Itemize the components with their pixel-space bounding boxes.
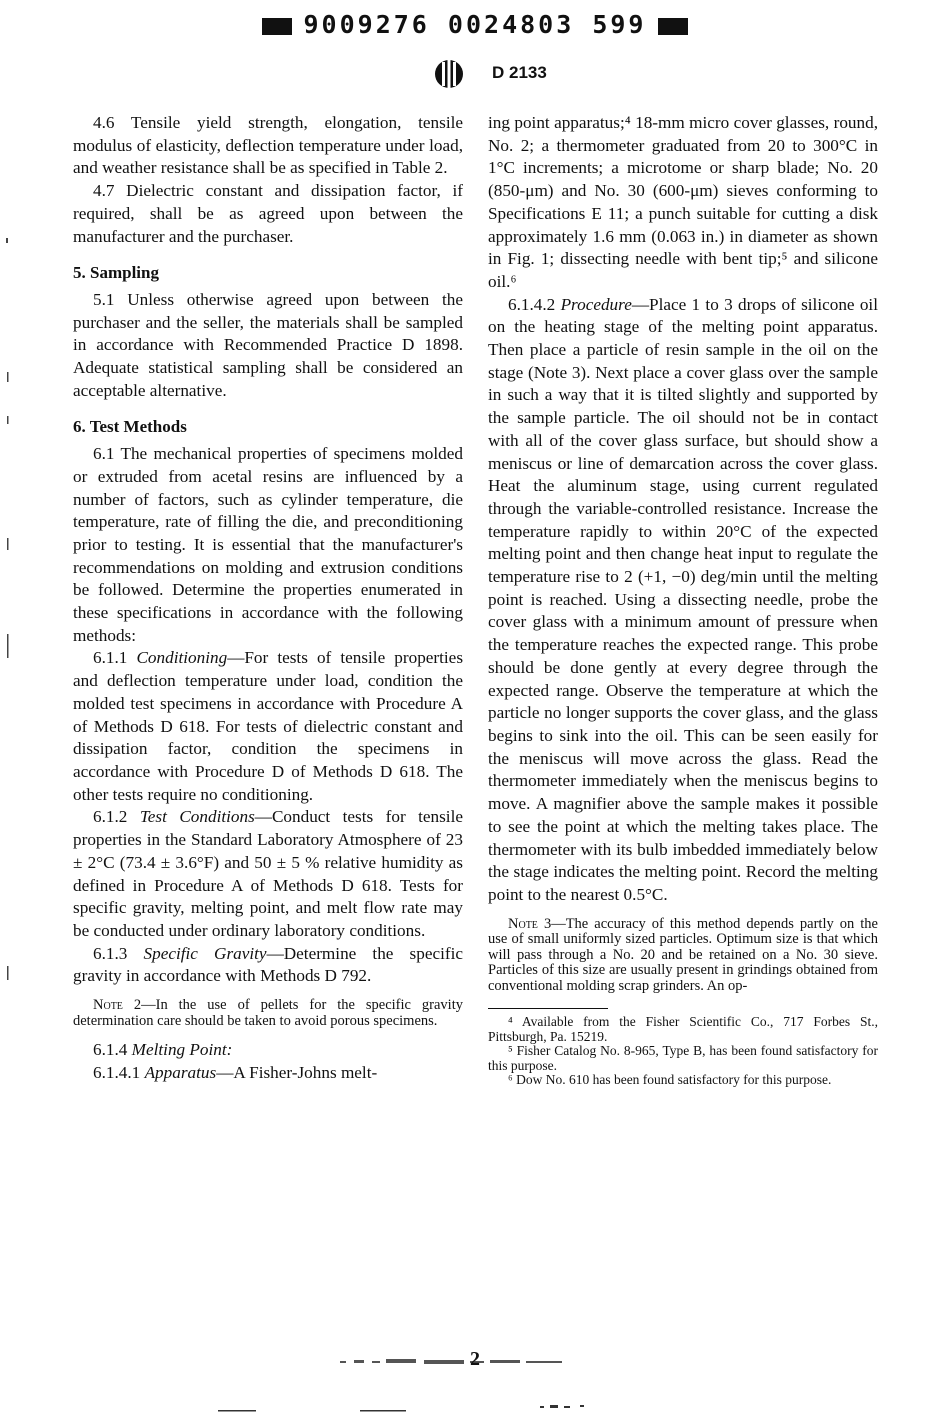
section-heading-test-methods: 6. Test Methods [73, 417, 187, 437]
black-block-mark-left [262, 18, 292, 35]
paragraph-6-1-1: 6.1.1 Conditioning—For tests of tensile properties and deflection temperature under load, condition the molded test specimens in accordance with Procedure A of Methods D 618. For tests of dielectric constant and dissipation factor, condition the specimens in accordance with Procedure D of Methods D 618. The other tests require no conditioning. [73, 648, 464, 804]
note-3: Note 3—The accuracy of this method depends partly on the use of small uniformly sized particles. Optimum size is that which will pass through a No. 20 and be retained on a No. 30 sieve. Particles of this size are usually present in grindings obtained from conventional molding scrap grinders. An op- [488, 915, 878, 994]
scan-margin-marks [0, 0, 20, 1413]
footnote-4: ⁴ Available from the Fisher Scientific Co., 717 Forbes St., Pittsburgh, Pa. 15219. [488, 1014, 878, 1044]
astm-logo-icon [434, 56, 464, 92]
header-code-line [0, 10, 950, 39]
document-designation: D 2133 [492, 63, 547, 82]
barcode-text: 9009276 0024803 599 [303, 10, 647, 39]
footnote-divider [488, 1008, 608, 1009]
page-number: 2 [470, 1348, 480, 1370]
section-heading-sampling: 5. Sampling [73, 263, 159, 283]
paragraph-6-1-2: 6.1.2 Test Conditions—Conduct tests for tensile properties in the Standard Laboratory Atmosphere of 23 ± 2°C (73.4 ± 3.6°F) and 50 ± 5 % relative humidity as defined in Procedure A of Methods D 618. Tests for specific gravity, melting point, and melt flow rate may be conducted under ordinary laboratory conditions. [73, 807, 463, 940]
paragraph-6-1-4-1: 6.1.4.1 Apparatus—A Fisher-Johns melt- [93, 1062, 378, 1082]
scan-specks [200, 1400, 620, 1412]
paragraph-5-1: 5.1 Unless otherwise agreed upon between the purchaser and the seller, the materials shall be sampled in accordance with Recommended Practice D 1898. Adequate statistical sampling shall be considered an acceptable alternative. [73, 289, 463, 400]
scan-smudge [340, 1356, 565, 1366]
paragraph-6-1-3: 6.1.3 Specific Gravity—Determine the specific gravity in accordance with Methods D 792. [73, 943, 463, 986]
paragraph-6-1-4-2: 6.1.4.2 Procedure—Place 1 to 3 drops of silicone oil on the heating stage of the melting point apparatus. Then place a particle of resin sample in the oil on the stage (Note 3). Next place a cover glass over the sample in such a way that it is tilted slightly and supported by the sample particle. The oil should not be in contact with all of the cover glass surface, but should show a meniscus or line of demarcation across the cover glass. Heat the aluminum stage, using current regulated through the variable-controlled resistance. Increase the temperature rapidly to within 20°C of the expected melting point and then change heat input to regulate the temperature rise to 2 (+1, −0) deg/min until the melting point is reached. Using a dissecting needle, probe the cover glass with a minimum amount of pressure when the temperature reaches the expected range. This probe should be done gently at every degree through the expected range. Observe the temperature at which the particle no longer supports the cover glass, and the glass begins to sink into the oil. This can be seen easily for the meniscus will move across the glass. Read the thermometer immediately when the meniscus begins to move. A magnifier above the sample makes it possible to see the point at which the melting takes place. The thermometer with its bulb imbedded immediately below the stage indicates the melting point. Record the melting point to the nearest 0.5°C. [488, 294, 878, 904]
note-2: Note 2—In the use of pellets for the specific gravity determination care should be taken to avoid porous specimens. [73, 997, 463, 1029]
paragraph-6-1: 6.1 The mechanical properties of specimens molded or extruded from acetal resins are influenced by a number of factors, such as cylinder temperature, die temperature, rate of filling the die, and preconditioning prior to testing. It is essential that the manufacturer's recommendations on molding and extrusion conditions be followed. Determine the properties enumerated in these specifications in accordance with the following methods: [73, 444, 463, 645]
left-column [73, 112, 463, 1084]
black-block-mark-right [658, 18, 688, 35]
footnote-6: ⁶ Dow No. 610 has been found satisfactory for this purpose. [508, 1072, 832, 1088]
paragraph-6-1-4: 6.1.4 Melting Point: [93, 1040, 233, 1060]
footnote-5: ⁵ Fisher Catalog No. 8-965, Type B, has been found satisfactory for this purpose. [488, 1043, 878, 1073]
right-column [488, 112, 878, 1088]
paragraph-4-6: 4.6 Tensile yield strength, elongation, tensile modulus of elasticity, deflection temperature under load, and weather resistance shall be as specified in Table 2. [73, 113, 463, 178]
paragraph-4-7: 4.7 Dielectric constant and dissipation factor, if required, shall be as agreed upon between the manufacturer and the purchaser. [73, 181, 463, 246]
paragraph-6-1-4-1-continued: ing point apparatus;⁴ 18-mm micro cover glasses, round, No. 2; a thermometer graduated from 20 to 300°C in 1°C increments; a microtome or sharp blade; No. 20 (850-μm) and No. 30 (600-μm) sieves conforming to Specifications E 11; a punch suitable for cutting a disk approximately 1.6 mm (0.063 in.) in diameter as shown in Fig. 1; dissecting needle with bent tip;⁵ and silicone oil.⁶ [488, 113, 878, 291]
